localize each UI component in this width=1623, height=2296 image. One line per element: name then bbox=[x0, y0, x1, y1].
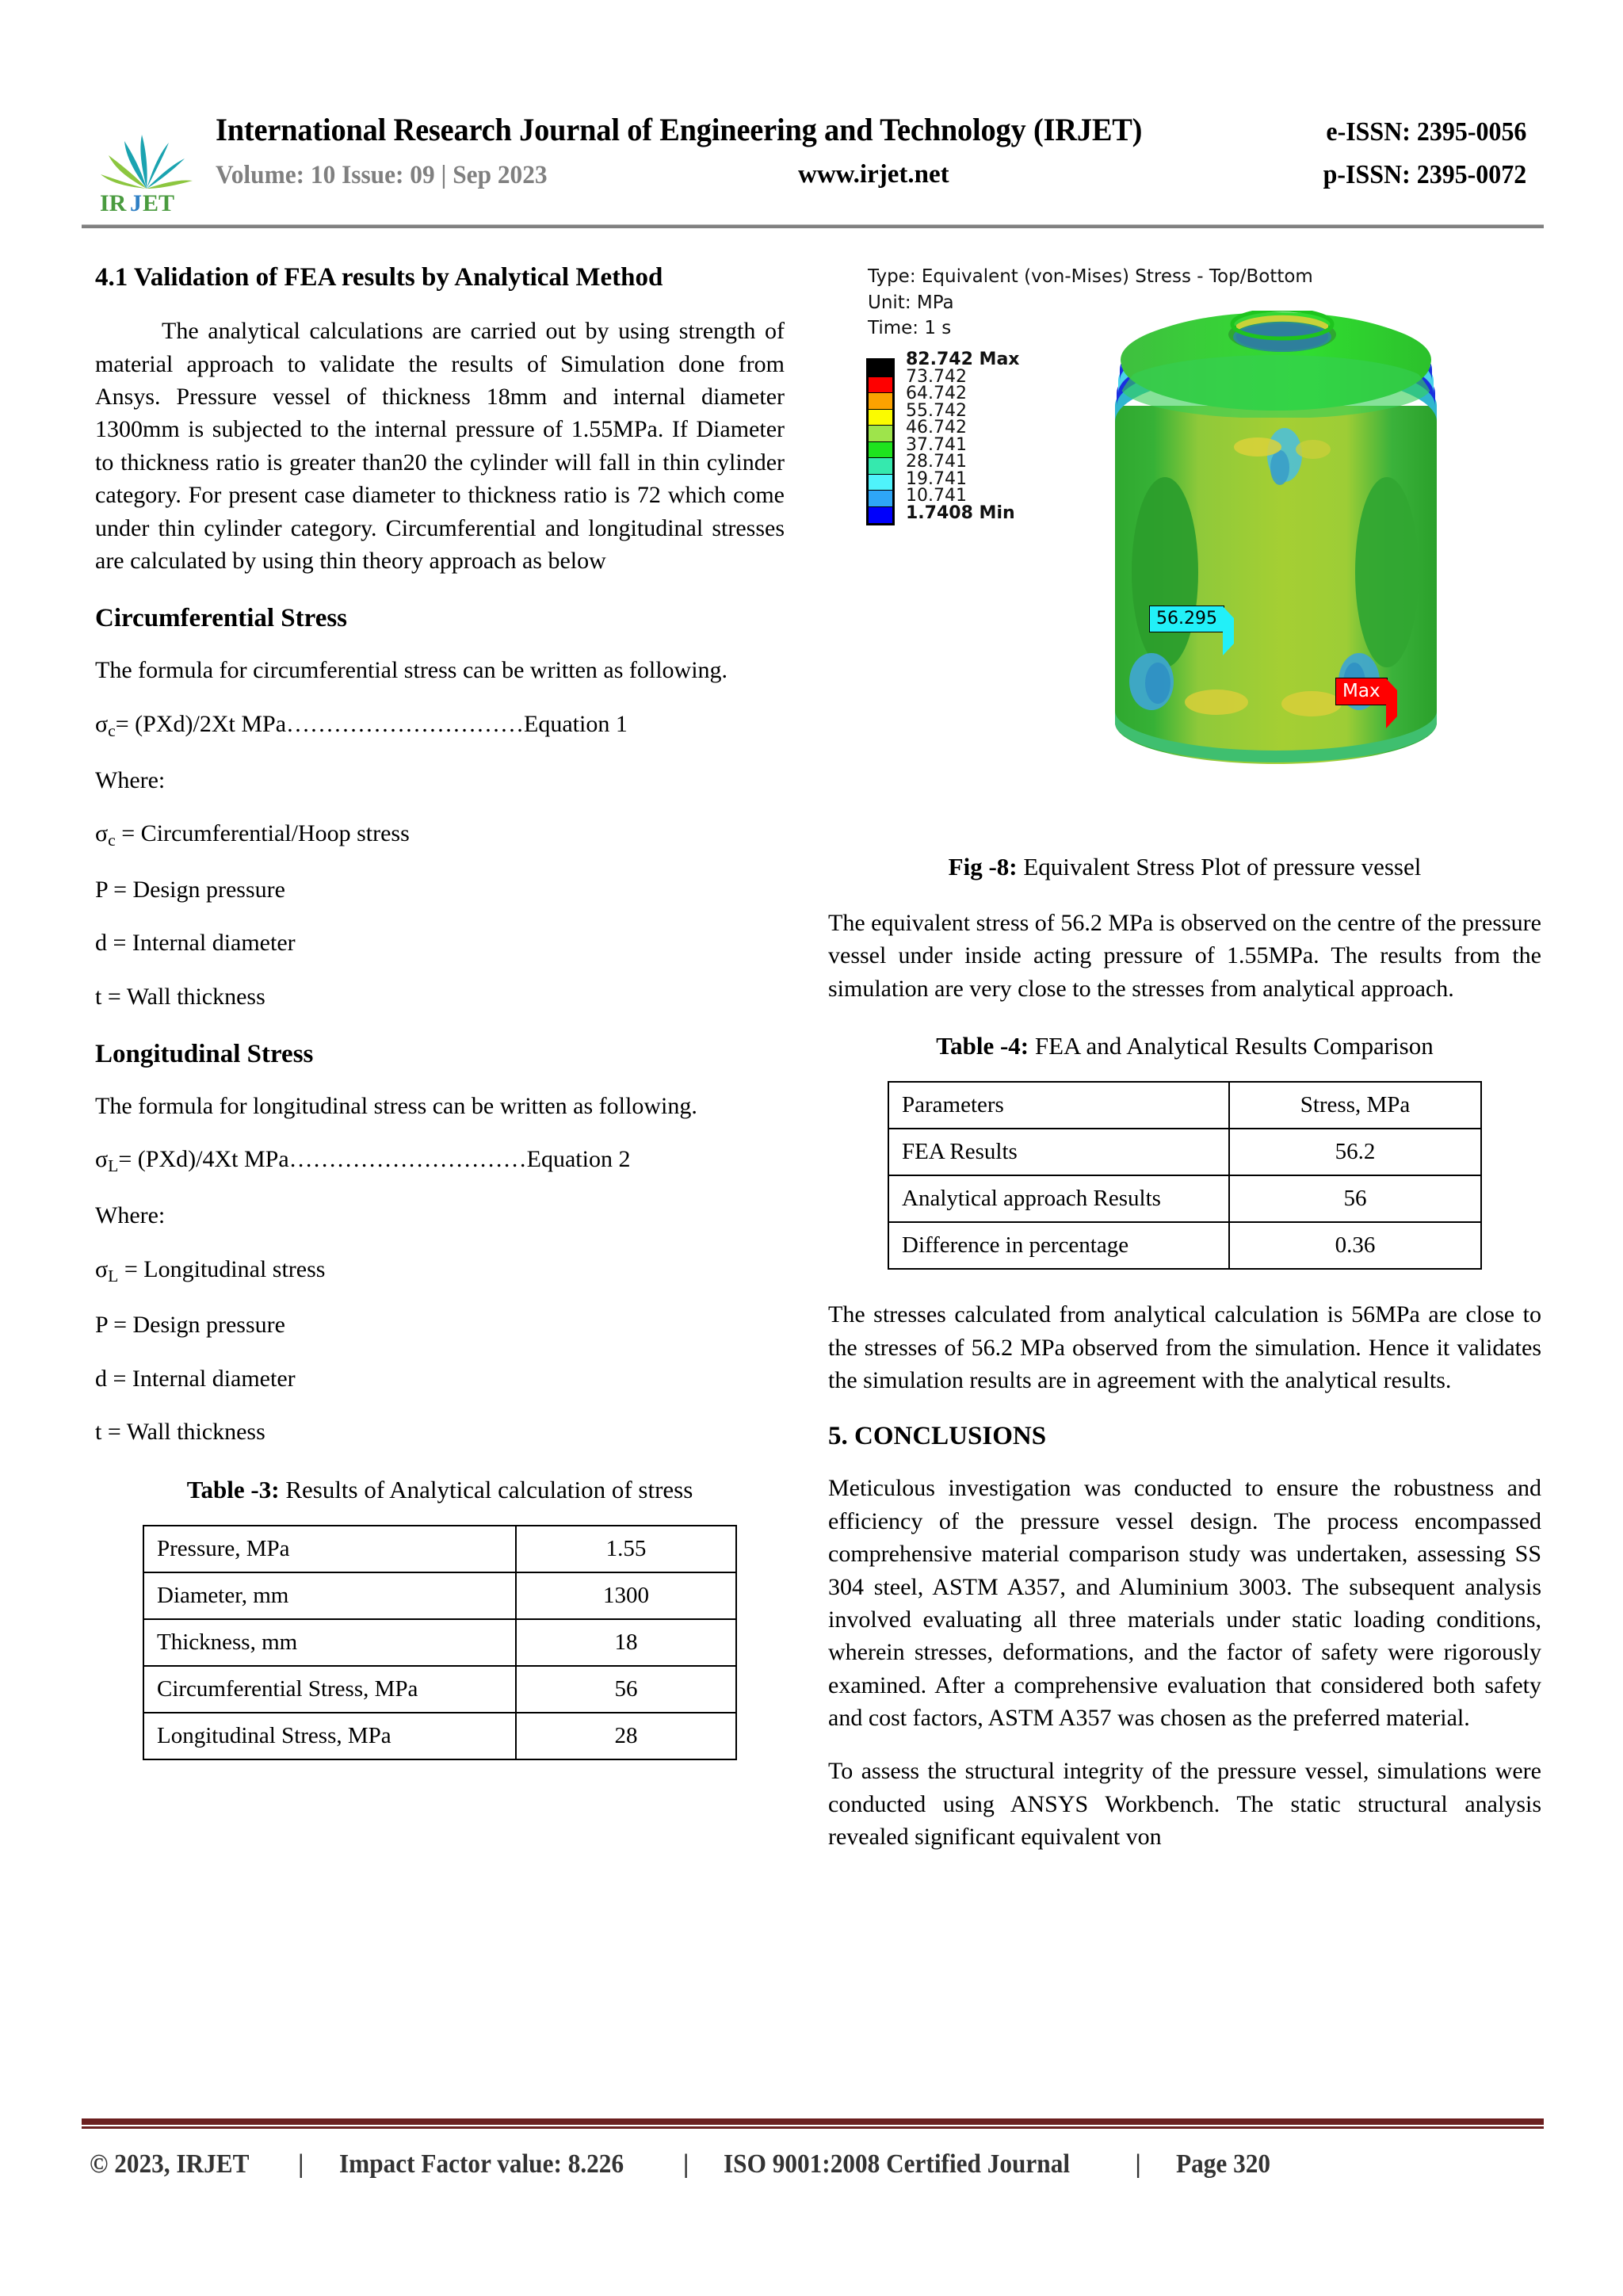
journal-header bbox=[95, 111, 1529, 214]
legend-label-0: 82.742 Max bbox=[906, 350, 1020, 369]
left-column bbox=[95, 262, 785, 1760]
legend-label-3: 55.742 bbox=[906, 400, 967, 421]
table-3-cell-label-2: Thickness, mm bbox=[143, 1619, 516, 1666]
volume-issue-line: Volume: 10 Issue: 09 | Sep 2023 bbox=[216, 161, 548, 189]
def-sym-sigma-c: σ bbox=[95, 820, 109, 846]
fea-unit-line: Unit: MPa bbox=[868, 292, 954, 313]
footer-separator-2: | bbox=[682, 2149, 689, 2179]
legend-swatch-3 bbox=[869, 410, 892, 426]
equation-2-symbol: σ bbox=[95, 1146, 109, 1173]
legend-swatch-0 bbox=[869, 361, 892, 377]
footer-divider bbox=[82, 2118, 1544, 2130]
table-row bbox=[888, 1222, 1481, 1269]
table-row bbox=[143, 1713, 736, 1759]
definition-t-2 bbox=[95, 1415, 785, 1448]
legend-swatch-6 bbox=[869, 458, 892, 475]
legend-labels bbox=[906, 351, 1019, 521]
conclusion-paragraph-1: Meticulous investigation was conducted to ensure the robustness and efficiency of the pressure vessel design. The process encompassed comprehensive material comparison study was undertaken, assessing SS 304 steel, ASTM A357, and Aluminium 3003. The subsequent analysis involved evaluating all three materials under static loading conditions, wherein stresses, deformations, and the factor of safety were rigorously examined. After a comprehensive evaluation that considered both safety and cost factors, ASTM A357 was chosen as the preferred material. bbox=[828, 1475, 1541, 1732]
fea-time-line: Time: 1 s bbox=[868, 318, 952, 339]
where-label-1: Where: bbox=[95, 766, 166, 793]
paragraph-after-figure: The equivalent stress of 56.2 MPa is observed on the centre of the pressure vessel under inside acting pressure of 1.55MPa. The results from the simulation are very close to the stresses from analytical approach. bbox=[828, 910, 1541, 1002]
max-stress-probe-tag: Max bbox=[1335, 678, 1388, 705]
definition-t-1 bbox=[95, 980, 785, 1013]
table-4-header-label: Parameters bbox=[888, 1082, 1229, 1129]
footer-copyright: © 2023, IRJET bbox=[90, 2149, 250, 2179]
table-3-cell-label-3: Circumferential Stress, MPa bbox=[143, 1666, 516, 1713]
def-sym-P-2: P bbox=[95, 1312, 108, 1339]
footer-separator-3: | bbox=[1135, 2149, 1141, 2179]
definition-sigma-L bbox=[95, 1253, 785, 1289]
legend-swatch-9 bbox=[869, 507, 892, 524]
equation-2 bbox=[95, 1143, 785, 1179]
definition-P-1 bbox=[95, 873, 785, 906]
equation-2-subscript: L bbox=[108, 1156, 119, 1176]
def-sym-sigma-L: σ bbox=[95, 1255, 109, 1282]
def-text-sigma-c: = Circumferential/Hoop stress bbox=[115, 820, 410, 846]
page-footer bbox=[82, 2149, 1544, 2179]
right-column bbox=[828, 262, 1541, 1874]
table-3 bbox=[143, 1525, 737, 1760]
legend-label-8: 10.741 bbox=[906, 486, 967, 506]
where-label-2: Where: bbox=[95, 1202, 166, 1229]
paragraph-validation: The stresses calculated from analytical calculation is 56MPa are close to the stresses of 56.2 MPa observed from the simulation. Hence it validates the simulation results are in agreement with the analytical results. bbox=[828, 1301, 1541, 1393]
header-text-block bbox=[198, 111, 1529, 206]
def-sym-t-1: t bbox=[95, 983, 102, 1010]
table-3-cell-value-1: 1300 bbox=[516, 1572, 736, 1619]
table-3-cell-value-2: 18 bbox=[516, 1619, 736, 1666]
intro-paragraph: The analytical calculations are carried out by using strength of material approach to validate the results of Simulation done from Ansys. Pressure vessel of thickness 18mm and internal diameter 1300mm is subjected to the internal pressure of 1.55MPa. If Diameter to thickness ratio is greater than20 the cylinder will fall in thin cylinder category. For present case diameter to thickness ratio is 72 which come under thin cylinder category. Circumferential and longitudinal stresses are calculated by using thin theory approach as below bbox=[95, 318, 785, 574]
table-4-cell-label-1: Analytical approach Results bbox=[888, 1175, 1229, 1222]
def-text-P-1: = Design pressure bbox=[107, 876, 285, 903]
svg-text:J: J bbox=[130, 190, 142, 216]
journal-website[interactable]: www.irjet.net bbox=[798, 160, 949, 189]
definition-sigma-c bbox=[95, 817, 785, 853]
table-4-caption-label: Table -4: bbox=[936, 1032, 1029, 1060]
table-3-cell-label-0: Pressure, MPa bbox=[143, 1526, 516, 1572]
figure-8-caption-label: Fig -8: bbox=[948, 853, 1018, 881]
def-text-t-1: = Wall thickness bbox=[101, 983, 265, 1010]
equation-1 bbox=[95, 708, 785, 743]
svg-text:ET: ET bbox=[143, 190, 175, 216]
header-divider bbox=[82, 224, 1544, 228]
legend-label-1: 73.742 bbox=[906, 366, 967, 387]
table-row bbox=[143, 1526, 736, 1572]
def-sym-d-1: d bbox=[95, 930, 107, 957]
table-header-row bbox=[888, 1082, 1481, 1129]
table-3-cell-value-3: 56 bbox=[516, 1666, 736, 1713]
journal-title: International Research Journal of Engineering and Technology (IRJET) bbox=[216, 112, 1143, 147]
legend-label-5: 37.741 bbox=[906, 434, 967, 455]
irjet-logo-icon bbox=[95, 113, 198, 216]
table-row bbox=[143, 1619, 736, 1666]
table-3-caption-text: Results of Analytical calculation of stress bbox=[279, 1475, 693, 1503]
table-4-caption-text: FEA and Analytical Results Comparison bbox=[1029, 1032, 1434, 1060]
section-heading-4-1: 4.1 Validation of FEA results by Analytical Method bbox=[95, 263, 663, 292]
def-text-P-2: = Design pressure bbox=[107, 1312, 285, 1339]
fea-color-legend bbox=[866, 350, 1020, 525]
conclusion-paragraph-2: To assess the structural integrity of the pressure vessel, simulations were conducted using ANSYS Workbench. The static structural analysis revealed significant equivalent von bbox=[828, 1758, 1541, 1851]
footer-page-number: Page 320 bbox=[1175, 2149, 1270, 2179]
equation-1-subscript: c bbox=[108, 720, 116, 740]
equation-1-symbol: σ bbox=[95, 710, 109, 737]
legend-label-2: 64.742 bbox=[906, 384, 967, 403]
table-4-cell-value-2: 0.36 bbox=[1229, 1222, 1481, 1269]
def-text-d-2: = Internal diameter bbox=[107, 1365, 296, 1392]
circumferential-intro: The formula for circumferential stress can be written as following. bbox=[95, 657, 728, 684]
def-text-sigma-L: = Longitudinal stress bbox=[118, 1255, 326, 1282]
legend-color-bar bbox=[866, 358, 895, 525]
table-3-cell-value-0: 1.55 bbox=[516, 1526, 736, 1572]
fea-type-line: Type: Equivalent (von-Mises) Stress - Top/Bottom bbox=[868, 266, 1313, 287]
fea-stress-plot-figure bbox=[828, 262, 1541, 848]
pressure-vessel-3d-render bbox=[1090, 311, 1462, 796]
table-4 bbox=[888, 1081, 1482, 1270]
table-row bbox=[143, 1666, 736, 1713]
table-4-cell-value-1: 56 bbox=[1229, 1175, 1481, 1222]
legend-swatch-5 bbox=[869, 442, 892, 459]
def-sub-sigma-L: L bbox=[108, 1266, 119, 1286]
table-4-cell-value-0: 56.2 bbox=[1229, 1129, 1481, 1175]
table-row bbox=[888, 1175, 1481, 1222]
p-issn: p-ISSN: 2395-0072 bbox=[1323, 160, 1527, 189]
footer-separator-1: | bbox=[298, 2149, 304, 2179]
def-text-t-2: = Wall thickness bbox=[101, 1419, 265, 1446]
legend-swatch-1 bbox=[869, 377, 892, 394]
legend-label-6: 28.741 bbox=[906, 452, 967, 472]
def-sub-sigma-c: c bbox=[108, 831, 116, 850]
table-4-cell-label-0: FEA Results bbox=[888, 1129, 1229, 1175]
footer-impact-factor: Impact Factor value: 8.226 bbox=[338, 2149, 624, 2179]
table-row bbox=[888, 1129, 1481, 1175]
table-3-caption-label: Table -3: bbox=[186, 1475, 280, 1503]
table-3-cell-label-1: Diameter, mm bbox=[143, 1572, 516, 1619]
heading-circumferential-stress: Circumferential Stress bbox=[95, 604, 348, 633]
min-stress-probe-tag: 56.295 bbox=[1149, 606, 1224, 632]
legend-swatch-7 bbox=[869, 475, 892, 491]
definition-P-2 bbox=[95, 1308, 785, 1341]
definition-d-1 bbox=[95, 926, 785, 959]
heading-conclusions: 5. CONCLUSIONS bbox=[828, 1422, 1047, 1451]
heading-longitudinal-stress: Longitudinal Stress bbox=[95, 1040, 314, 1069]
legend-swatch-4 bbox=[869, 426, 892, 442]
legend-label-4: 46.742 bbox=[906, 418, 967, 437]
equation-1-body: = (PXd)/2Xt MPa…………………………Equation 1 bbox=[115, 710, 628, 737]
def-sym-d-2: d bbox=[95, 1365, 107, 1392]
def-sym-P-1: P bbox=[95, 876, 108, 903]
equation-2-body: = (PXd)/4Xt MPa…………………………Equation 2 bbox=[118, 1146, 631, 1173]
legend-swatch-8 bbox=[869, 491, 892, 507]
def-text-d-1: = Internal diameter bbox=[107, 930, 296, 957]
table-3-cell-label-4: Longitudinal Stress, MPa bbox=[143, 1713, 516, 1759]
def-sym-t-2: t bbox=[95, 1419, 102, 1446]
footer-iso-certification: ISO 9001:2008 Certified Journal bbox=[724, 2149, 1071, 2179]
figure-8-caption-text: Equivalent Stress Plot of pressure vessel bbox=[1017, 853, 1422, 881]
table-3-cell-value-4: 28 bbox=[516, 1713, 736, 1759]
table-4-cell-label-2: Difference in percentage bbox=[888, 1222, 1229, 1269]
definition-d-2 bbox=[95, 1362, 785, 1395]
table-row bbox=[143, 1572, 736, 1619]
legend-swatch-2 bbox=[869, 393, 892, 410]
figure-8-caption bbox=[828, 853, 1541, 881]
svg-text:IR: IR bbox=[100, 190, 127, 216]
longitudinal-intro: The formula for longitudinal stress can be written as following. bbox=[95, 1093, 697, 1120]
table-4-header-value: Stress, MPa bbox=[1229, 1082, 1481, 1129]
table-3-caption bbox=[95, 1476, 785, 1504]
legend-label-9: 1.7408 Min bbox=[906, 502, 1015, 523]
e-issn: e-ISSN: 2395-0056 bbox=[1326, 117, 1527, 147]
table-4-caption bbox=[828, 1032, 1541, 1060]
irjet-logo bbox=[95, 113, 198, 216]
legend-label-7: 19.741 bbox=[906, 468, 967, 489]
